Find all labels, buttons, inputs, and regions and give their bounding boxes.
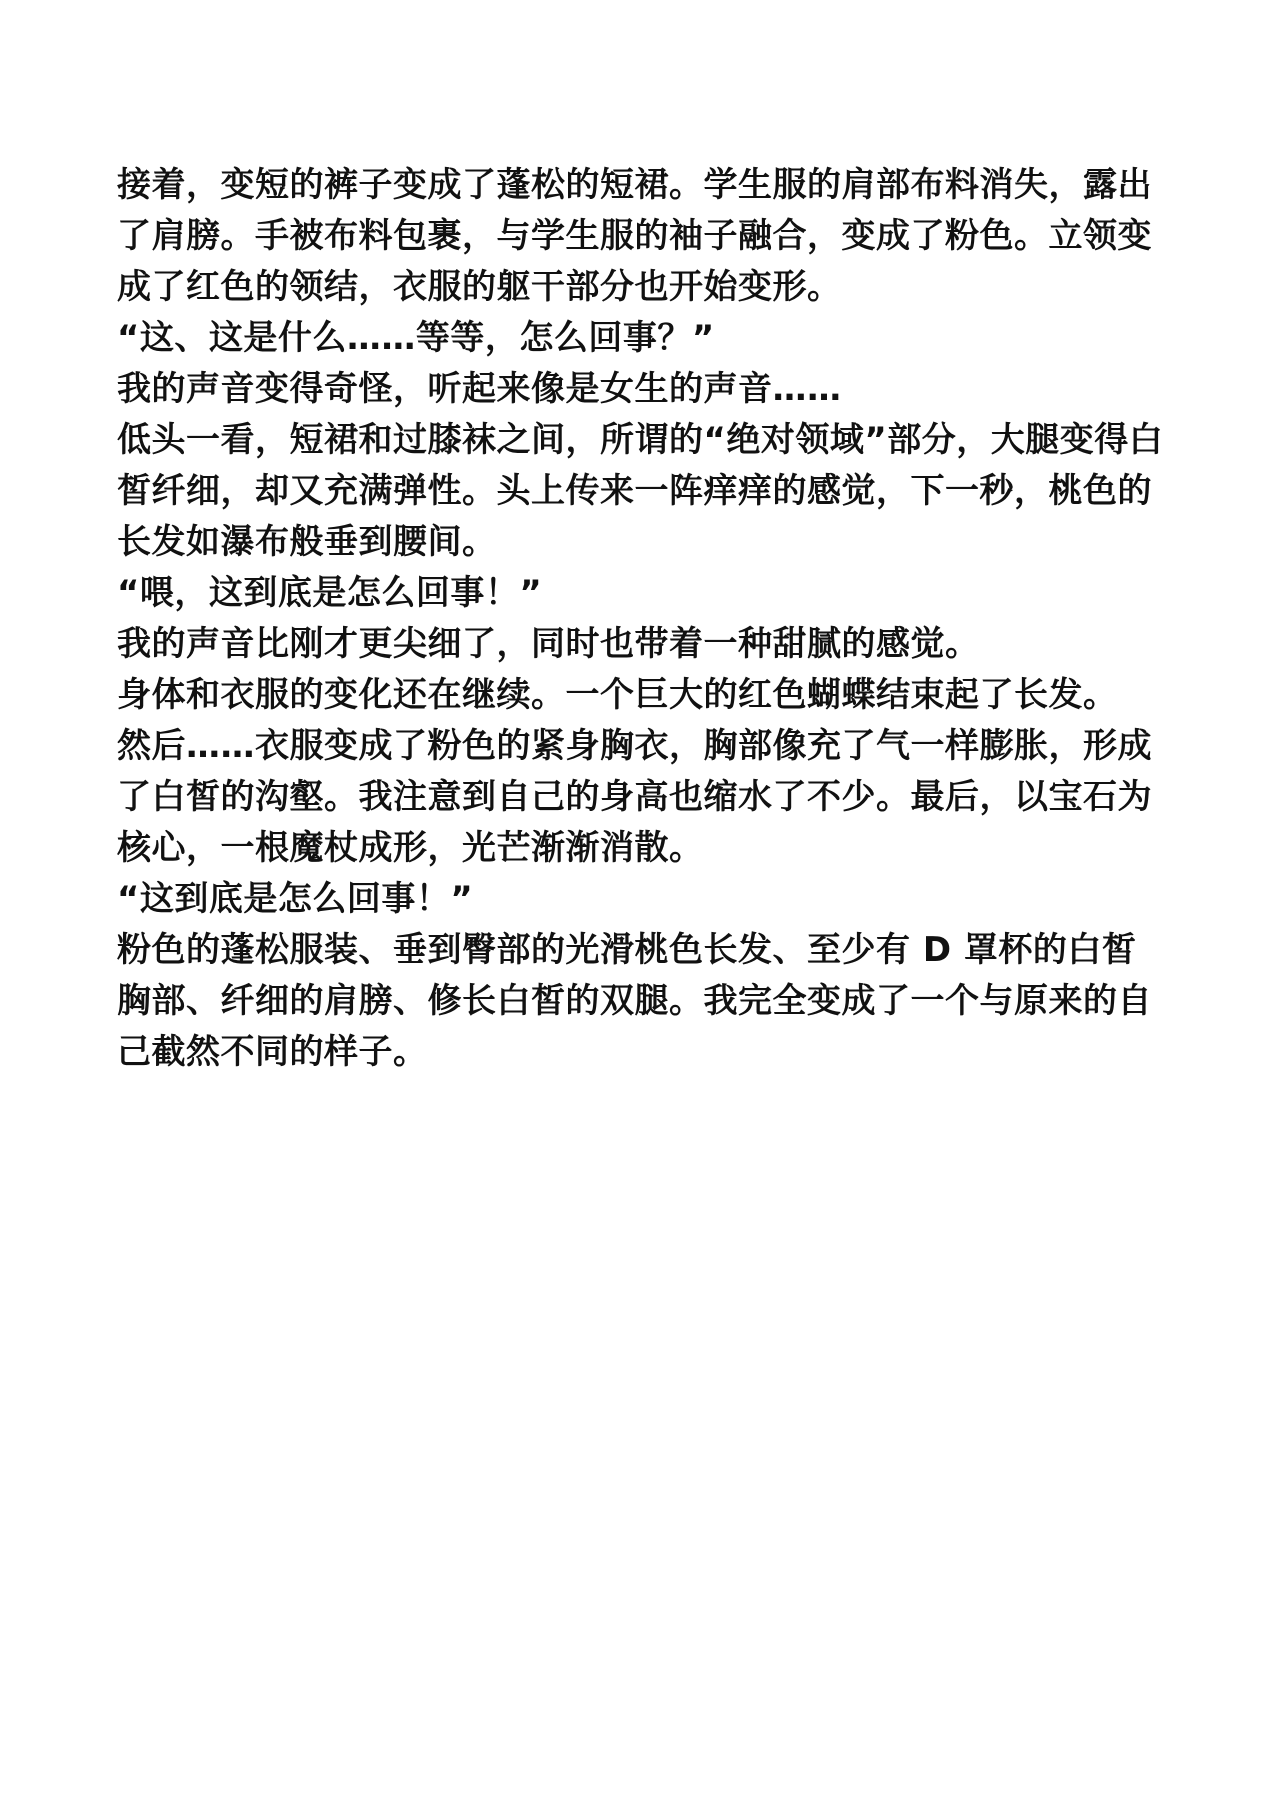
paragraph: 接着，变短的裤子变成了蓬松的短裙。学生服的肩部布料消失，露出了肩膀。手被布料包裹，与学生服的袖子融合，变成了粉色。立领变成了红色的领结，衣服的躯干部分也开始变形。 bbox=[117, 165, 1152, 307]
paragraph: 然后……衣服变成了粉色的紧身胸衣，胸部像充了气一样膨胀，形成了白皙的沟壑。我注意到自己的身高也缩水了不少。最后，以宝石为核心，一根魔杖成形，光芒渐渐消散。 bbox=[117, 726, 1152, 868]
paragraph: 低头一看，短裙和过膝袜之间，所谓的“绝对领域”部分，大腿变得白皙纤细，却又充满弹性。头上传来一阵痒痒的感觉，下一秒，桃色的长发如瀑布般垂到腰间。 bbox=[117, 420, 1164, 562]
paragraph: “这到底是怎么回事！” bbox=[117, 879, 474, 919]
paragraph: 身体和衣服的变化还在继续。一个巨大的红色蝴蝶结束起了长发。 bbox=[117, 675, 1118, 715]
paragraph: 我的声音比刚才更尖细了，同时也带着一种甜腻的感觉。 bbox=[117, 624, 980, 664]
paragraph: 我的声音变得奇怪，听起来像是女生的声音…… bbox=[117, 369, 842, 409]
paragraph: “喂，这到底是怎么回事！” bbox=[117, 573, 543, 613]
paragraph: “这、这是什么……等等，怎么回事？” bbox=[117, 318, 715, 358]
story-text bbox=[117, 160, 1167, 1078]
paragraph: 粉色的蓬松服装、垂到臀部的光滑桃色长发、至少有 D 罩杯的白皙胸部、纤细的肩膀、修长白皙的双腿。我完全变成了一个与原来的自己截然不同的样子。 bbox=[117, 930, 1152, 1072]
